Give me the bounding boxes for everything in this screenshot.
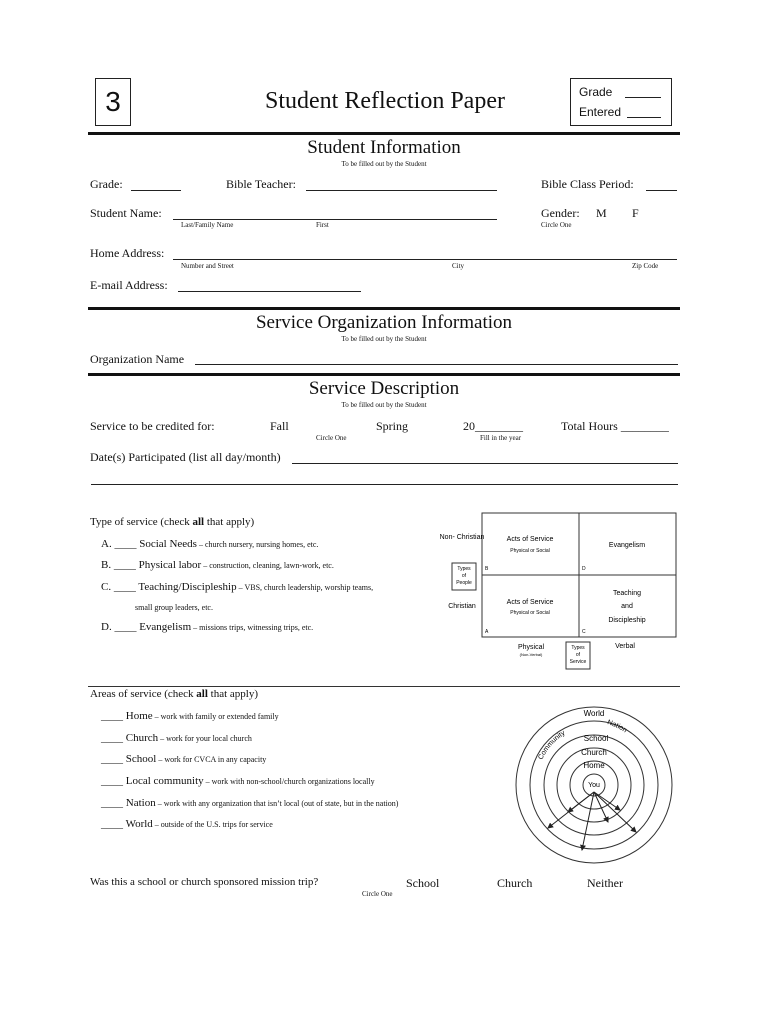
physical-label: Physical bbox=[517, 644, 545, 651]
quad-a-label: A bbox=[485, 629, 489, 635]
area-item[interactable]: ____ Local community – work with non-school/church organizations locally bbox=[101, 775, 375, 787]
types-of-people-label: Types bbox=[457, 566, 471, 572]
service-type-item[interactable]: A. ____ Social Needs – church nursery, nursing homes, etc. bbox=[101, 538, 319, 550]
type-of-service-heading: Type of service (check all that apply) bbox=[90, 516, 255, 528]
student-name-field[interactable] bbox=[173, 219, 497, 220]
you-label: You bbox=[588, 782, 600, 789]
gender-label: Gender: bbox=[541, 206, 580, 220]
community-label: Community bbox=[537, 729, 567, 761]
service-type-item[interactable]: B. ____ Physical labor – construction, cleaning, lawn-work, etc. bbox=[101, 559, 334, 571]
acts-of-service-label: Acts of Service bbox=[506, 536, 554, 543]
mission-neither-option[interactable]: Neither bbox=[587, 876, 623, 890]
area-item[interactable]: ____ Church – work for your local church bbox=[101, 732, 252, 744]
spring-option[interactable]: Spring bbox=[376, 419, 409, 433]
discipleship-label: Discipleship bbox=[608, 617, 646, 624]
divider bbox=[88, 307, 680, 310]
bible-teacher-field[interactable] bbox=[306, 190, 497, 191]
semester-circle-hint: Circle One bbox=[316, 434, 347, 442]
form-number: 3 bbox=[105, 86, 121, 117]
gender-m-option[interactable]: M bbox=[596, 206, 607, 220]
grade-field[interactable] bbox=[131, 190, 181, 191]
home-address-label: Home Address: bbox=[90, 246, 165, 260]
teaching-label: Teaching bbox=[612, 590, 642, 597]
types-of-service-label: Types bbox=[571, 645, 585, 651]
mission-trip-question: Was this a school or church sponsored mission trip? bbox=[90, 876, 319, 888]
bible-class-period-label: Bible Class Period: bbox=[541, 177, 634, 191]
nation-label: Nation bbox=[606, 719, 629, 735]
year-field[interactable]: 20________ bbox=[463, 419, 523, 433]
home-label: Home bbox=[583, 761, 605, 770]
mission-school-option[interactable]: School bbox=[406, 876, 440, 890]
divider bbox=[88, 686, 680, 687]
service-quadrant-diagram bbox=[440, 508, 680, 673]
entered-field[interactable] bbox=[627, 117, 661, 118]
bible-class-period-field[interactable] bbox=[646, 190, 677, 191]
non-christian-label: Non- Christian bbox=[440, 534, 485, 541]
svg-text:of: of bbox=[461, 573, 467, 579]
world-label: World bbox=[583, 709, 605, 718]
gender-f-option[interactable]: F bbox=[632, 206, 639, 220]
mission-circle-hint: Circle One bbox=[362, 890, 393, 898]
service-type-item[interactable]: D. ____ Evangelism – missions trips, witnessing trips, etc. bbox=[101, 621, 314, 633]
service-desc-subtitle: To be filled out by the Student bbox=[341, 401, 427, 409]
quad-b-label: B bbox=[485, 566, 489, 572]
verbal-label: Verbal bbox=[615, 643, 635, 650]
zip-hint: Zip Code bbox=[632, 262, 659, 270]
service-type-item[interactable]: C. ____ Teaching/Discipleship – VBS, church leadership, worship teams, bbox=[101, 581, 374, 593]
student-info-subtitle: To be filled out by the Student bbox=[341, 160, 427, 168]
svg-text:Service: Service bbox=[569, 659, 587, 665]
entered-label: Entered bbox=[579, 105, 622, 119]
evangelism-quad-label: Evangelism bbox=[608, 542, 646, 549]
grade-entered-box bbox=[570, 78, 672, 126]
student-info-heading: Student Information bbox=[307, 137, 461, 158]
org-name-label: Organization Name bbox=[90, 352, 185, 366]
area-item[interactable]: ____ Home – work with family or extended family bbox=[101, 710, 279, 722]
physical-or-social-label: Physical or Social bbox=[510, 610, 550, 616]
grade-label: Grade: bbox=[90, 177, 123, 191]
dates-field-2[interactable] bbox=[91, 484, 678, 485]
credited-for-label: Service to be credited for: bbox=[90, 419, 215, 433]
church-label: Church bbox=[581, 748, 607, 757]
dates-label: Date(s) Participated (list all day/month) bbox=[90, 450, 281, 464]
area-item[interactable]: ____ Nation – work with any organization that isn’t local (out of state, but in the nation) bbox=[101, 797, 399, 809]
fall-option[interactable]: Fall bbox=[270, 419, 289, 433]
service-type-continuation: small group leaders, etc. bbox=[135, 603, 213, 612]
email-label: E-mail Address: bbox=[90, 278, 168, 292]
school-label: School bbox=[583, 734, 609, 743]
service-desc-heading: Service Description bbox=[308, 378, 460, 399]
quad-d-label: D bbox=[582, 566, 586, 572]
christian-label: Christian bbox=[448, 603, 476, 610]
acts-of-service-label: Acts of Service bbox=[506, 599, 554, 606]
divider bbox=[88, 132, 680, 135]
street-hint: Number and Street bbox=[181, 262, 234, 270]
dates-field-1[interactable] bbox=[292, 463, 678, 464]
svg-text:People: People bbox=[456, 580, 472, 586]
student-name-label: Student Name: bbox=[90, 206, 162, 220]
divider bbox=[88, 373, 680, 376]
page-title: Student Reflection Paper bbox=[265, 88, 505, 114]
area-item[interactable]: ____ World – outside of the U.S. trips for service bbox=[101, 818, 273, 830]
areas-of-service-heading: Areas of service (check all that apply) bbox=[90, 688, 259, 700]
total-hours-field[interactable]: Total Hours ________ bbox=[561, 419, 669, 433]
svg-text:of: of bbox=[575, 652, 581, 658]
grade-entered-field[interactable] bbox=[625, 97, 661, 98]
first-name-hint: First bbox=[316, 221, 329, 229]
year-hint: Fill in the year bbox=[480, 434, 522, 442]
and-label: and bbox=[621, 603, 633, 610]
form-number-box bbox=[95, 78, 131, 126]
quad-c-label: C bbox=[582, 629, 586, 635]
last-name-hint: Last/Family Name bbox=[181, 221, 234, 229]
area-item[interactable]: ____ School – work for CVCA in any capacity bbox=[101, 753, 267, 765]
org-name-field[interactable] bbox=[195, 364, 678, 365]
home-address-field[interactable] bbox=[173, 259, 677, 260]
gender-circle-hint: Circle One bbox=[541, 221, 572, 229]
mission-church-option[interactable]: Church bbox=[497, 876, 533, 890]
grade-entered-label: Grade bbox=[579, 85, 613, 99]
city-hint: City bbox=[452, 262, 465, 270]
org-info-subtitle: To be filled out by the Student bbox=[341, 335, 427, 343]
areas-circle-diagram bbox=[512, 700, 680, 866]
non-verbal-label: (Non-Verbal) bbox=[519, 652, 543, 657]
email-field[interactable] bbox=[178, 291, 361, 292]
physical-or-social-label: Physical or Social bbox=[510, 548, 550, 554]
org-info-heading: Service Organization Information bbox=[255, 312, 513, 333]
bible-teacher-label: Bible Teacher: bbox=[226, 177, 296, 191]
